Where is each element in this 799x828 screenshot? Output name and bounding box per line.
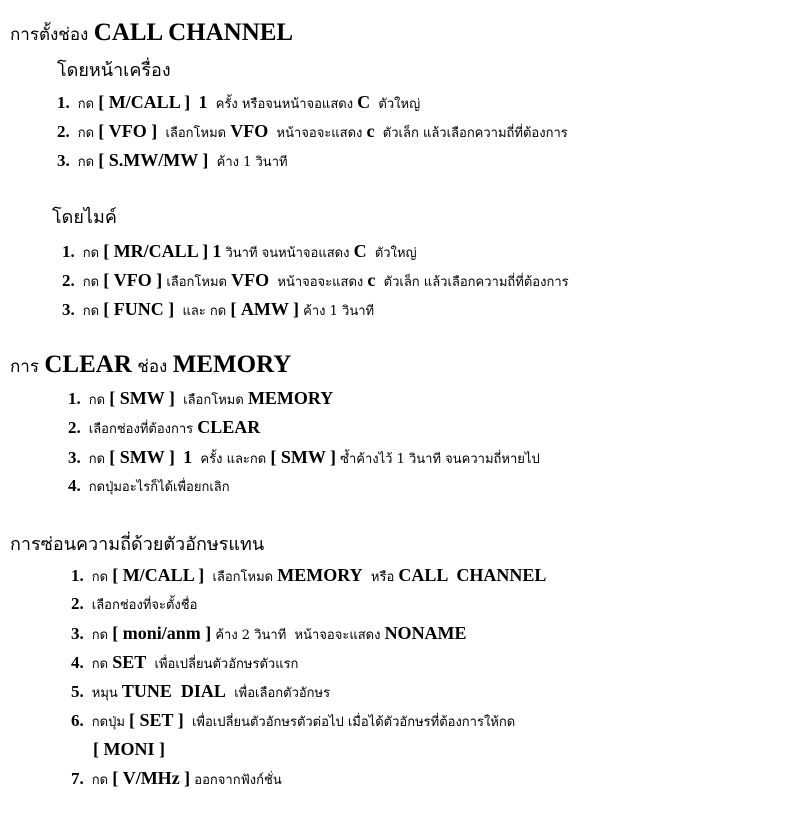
step-text: กด [91,657,113,672]
step-text: ค้าง 2 วินาที หน้าจอจะแสดง [211,628,385,643]
step-keyword: [ M/CALL ] [98,92,191,112]
step-row [71,708,515,735]
step-text: ครั้ง หรือจนหน้าจอแสดง [207,97,358,112]
step-text: กด [82,304,104,319]
section-title-emphasis: CLEAR [44,351,132,378]
step-text: กด [77,97,99,112]
section-title-prefix: การ [10,357,45,377]
step-text: กด [91,628,113,643]
subsection-heading-front-panel: โดยหน้าเครื่อง [57,60,171,81]
step-number: 1. [62,242,75,261]
step-text: หมุน [91,686,122,701]
step-number: 4. [68,476,81,495]
step-keyword: [ S.MW/MW ] [98,150,209,170]
step-text: และ กด [174,304,231,319]
step-text: ค้าง 1 วินาที [299,304,375,319]
step-text: วินาที จนหน้าจอแสดง [221,246,354,261]
step-row [68,415,260,442]
step-keyword: [ SMW ] [270,447,337,467]
section-title-call-channel [10,20,293,48]
step-keyword: NONAME [384,623,467,643]
section-title-clear-memory [10,352,291,380]
step-keyword: c [367,270,376,290]
step-number: 2. [68,418,81,437]
step-text: กด [91,570,113,585]
step-keyword: [ SMW ] [109,447,175,467]
step-number: 2. [71,594,84,613]
step-number: 7. [71,769,84,788]
step-text: ซ้ำค้างไว้ 1 วินาที จนความถี่หายไป [336,452,540,467]
step-text: กด [88,393,110,408]
step-text: ตัวใหญ่ [366,246,417,261]
step-keyword: VFO [231,270,270,290]
step-number: 3. [57,151,70,170]
step-keyword: [ V/MHz ] [112,768,191,788]
step-keyword: MEMORY [277,565,363,585]
step-text: ตัวใหญ่ [370,97,421,112]
step-text: กด [77,155,99,170]
step-row [62,239,417,266]
section-title-hide-frequency: การซ่อนความถี่ด้วยตัวอักษรแทน [10,534,265,555]
step-keyword: C [353,241,367,261]
step-text: ครั้ง และกด [192,452,271,467]
step-number: 2. [62,271,75,290]
step-row [68,386,333,413]
step-row [62,297,374,324]
step-keyword: [ SET ] [129,710,184,730]
step-text: กด [91,773,113,788]
step-keyword: [ AMW ] [230,299,300,319]
step-text: กด [82,275,104,290]
step-keyword: CLEAR [197,417,261,437]
step-keyword: [ MR/CALL ] [103,241,209,261]
step-keyword: C [357,92,371,112]
step-keyword: [ SMW ] [109,388,175,408]
step-text: เลือกช่องที่ต้องการ [88,422,198,437]
step-row [68,445,540,472]
step-text: เลือกโหมด [174,393,248,408]
step-text: ค้าง 1 วินาที [208,155,288,170]
subsection-heading-microphone: โดยไมค์ [52,207,117,228]
step-text: เลือกโหมด [162,275,232,290]
step-row [57,148,288,175]
step-number: 1. [71,566,84,585]
step-text: กด [88,452,110,467]
step-keyword: SET [112,652,147,672]
step-text: กดปุ่มอะไรก็ได้เพื่อยกเลิก [88,480,230,495]
step-row [71,650,298,677]
section-title-emphasis: CALL CHANNEL [93,19,294,46]
step-text: กดปุ่ม [91,715,130,730]
step-keyword: 1 [212,241,222,261]
step-text: หน้าจอจะแสดง [268,126,367,141]
step-number: 2. [57,122,70,141]
step-continuation [93,737,165,764]
step-text: กด [77,126,99,141]
step-keyword: 1 [198,92,208,112]
step-keyword: [ moni/anm ] [112,623,212,643]
step-row [57,119,568,146]
step-keyword: VFO [230,121,269,141]
step-keyword: c [366,121,375,141]
step-number: 6. [71,711,84,730]
step-keyword: [ FUNC ] [103,299,175,319]
step-row [62,268,569,295]
step-number: 1. [57,93,70,112]
section-title-prefix: การตั้งช่อง [10,25,94,45]
step-text: เลือกโหมด [204,570,278,585]
step-text: ตัวเล็ก แล้วเลือกความถี่ที่ต้องการ [374,126,568,141]
step-number: 3. [62,300,75,319]
step-number: 3. [71,624,84,643]
step-row [71,766,282,793]
step-text: เพื่อเปลี่ยนตัวอักษรตัวต่อไป เมื่อได้ตัวอักษรที่ต้องการให้กด [183,715,516,730]
section-title-middle: ช่อง [131,357,173,377]
step-keyword: [ M/CALL ] [112,565,205,585]
step-row [71,679,330,706]
step-keyword: TUNE DIAL [121,681,226,701]
step-keyword: [ VFO ] [98,121,158,141]
step-keyword: [ VFO ] [103,270,163,290]
step-number: 3. [68,448,81,467]
step-row [71,621,467,648]
step-number: 1. [68,389,81,408]
step-row [71,592,197,618]
step-keyword: MEMORY [247,388,334,408]
step-row [68,474,230,500]
step-text: กด [82,246,104,261]
step-continuation-label: [ MONI ] [93,739,165,759]
step-text [175,452,183,467]
step-text: เพื่อเปลี่ยนตัวอักษรตัวแรก [146,657,299,672]
step-text: เลือกโหมด [157,126,231,141]
step-keyword: 1 [183,447,193,467]
step-row [71,563,546,590]
step-row [57,90,420,117]
step-number: 4. [71,653,84,672]
step-text: หน้าจอจะแสดง [269,275,368,290]
step-text: ออกจากฟังก์ชั่น [190,773,282,788]
step-text: ตัวเล็ก แล้วเลือกความถี่ที่ต้องการ [375,275,569,290]
step-text: หรือ [362,570,399,585]
section-title-emphasis: MEMORY [172,351,292,378]
step-text: เพื่อเลือกตัวอักษร [225,686,331,701]
step-keyword: CALL CHANNEL [398,565,547,585]
step-text: เลือกช่องที่จะตั้งชื่อ [91,598,198,613]
step-number: 5. [71,682,84,701]
